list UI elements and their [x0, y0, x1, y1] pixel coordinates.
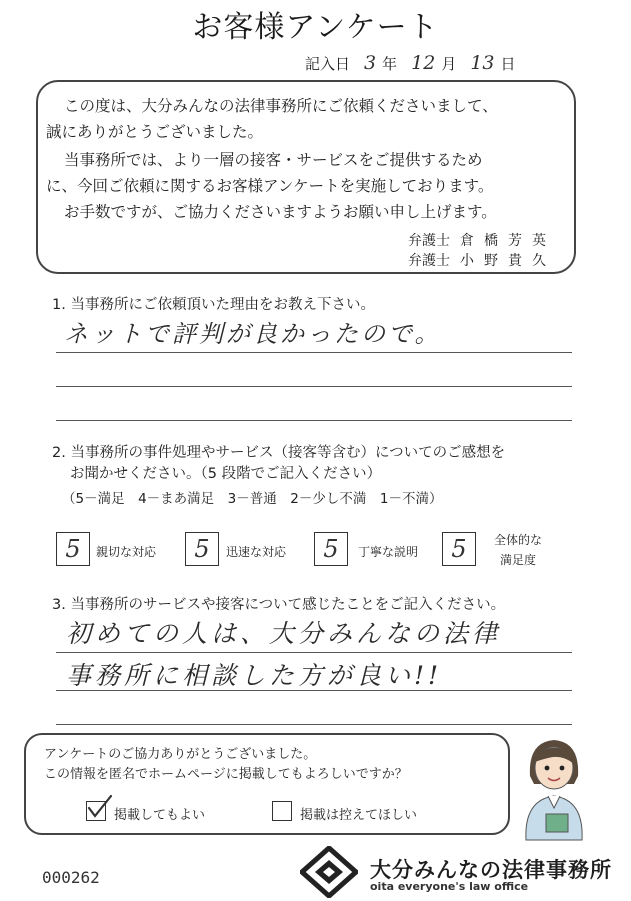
question-3: 3. 当事務所のサービスや接客について感じたことをご記入ください。 — [52, 597, 506, 613]
entry-date — [305, 52, 516, 74]
rating-overall-label-line: 全体的な — [494, 533, 543, 547]
answer-3-line2: 事務所に相談した方が良い!! — [66, 661, 443, 690]
signatory-name: 倉橋芳英 — [460, 233, 556, 249]
law-office-logo-icon — [300, 846, 358, 898]
signatory-name: 小野貴久 — [460, 253, 556, 269]
date-month: 12 — [411, 52, 436, 74]
intro-line: 当事務所では、より一層の接客・サービスをご提供するため — [64, 151, 483, 169]
answer-rule — [56, 420, 572, 421]
date-month-unit: 月 — [441, 55, 457, 73]
brand-name-jp: 大分みんなの法律事務所 — [370, 858, 612, 882]
rating-speed-label: 迅速な対応 — [226, 545, 287, 559]
signatory-title: 弁護士 — [408, 253, 450, 269]
intro-line: お手数ですが、ご協力くださいますようお願い申し上げます。 — [64, 203, 497, 221]
intro-line: 誠にありがとうございました。 — [46, 123, 264, 141]
date-year-unit: 年 — [382, 55, 398, 73]
intro-box — [36, 80, 576, 274]
intro-line: この度は、大分みんなの法律事務所にご依頼くださいまして、 — [64, 97, 498, 115]
question-2-line1: 2. 当事務所の事件処理やサービス（接客等含む）についてのご感想を — [52, 445, 506, 461]
rating-explanation: 5 — [314, 532, 348, 566]
brand-name-en: oita everyone's law office — [370, 880, 529, 893]
answer-rule — [56, 652, 572, 653]
date-label: 記入日 — [305, 55, 351, 73]
check-mark-icon — [85, 792, 115, 822]
rating-speed: 5 — [185, 532, 219, 566]
consent-yes-label: 掲載してもよい — [114, 808, 206, 823]
consent-yes-checkbox[interactable] — [86, 801, 106, 821]
form-id: 000262 — [42, 868, 100, 887]
rating-kindness: 5 — [56, 532, 90, 566]
answer-3-line1: 初めての人は、大分みんなの法律 — [66, 619, 502, 648]
date-day: 13 — [470, 52, 495, 74]
consent-line: この情報を匿名でホームページに掲載してもよろしいですか？ — [44, 767, 408, 782]
answer-1: ネットで評判が良かったので。 — [64, 320, 442, 348]
date-day-unit: 日 — [500, 55, 516, 73]
rating-explanation-label: 丁寧な説明 — [358, 545, 419, 559]
receptionist-illustration — [518, 736, 590, 842]
rating-overall: 5 — [442, 532, 476, 566]
rating-kindness-label: 親切な対応 — [96, 545, 157, 559]
consent-box — [24, 733, 510, 835]
rating-overall-label-line: 満足度 — [500, 553, 537, 567]
signatory — [408, 230, 556, 250]
signatory-title: 弁護士 — [408, 233, 450, 249]
rating-overall-label — [494, 530, 542, 570]
consent-line: アンケートのご協力ありがとうございました。 — [44, 747, 317, 762]
question-1: 1. 当事務所にご依頼頂いた理由をお教え下さい。 — [52, 297, 375, 313]
consent-no-checkbox[interactable] — [272, 801, 292, 821]
page-title: お客様アンケート — [192, 10, 439, 45]
date-year: 3 — [364, 52, 377, 74]
intro-line: に、今回ご依頼に関するお客様アンケートを実施しております。 — [46, 177, 494, 195]
signatory — [408, 250, 556, 270]
question-2-line2: お聞かせください。（5 段階でご記入ください） — [70, 466, 382, 482]
answer-rule — [56, 386, 572, 387]
consent-no-label: 掲載は控えてほしい — [300, 808, 418, 823]
answer-rule — [56, 724, 572, 725]
answer-rule — [56, 352, 572, 353]
answer-rule — [56, 690, 572, 691]
rating-scale: （5－満足 4－まあ満足 3－普通 2－少し不満 1－不満） — [62, 491, 443, 507]
